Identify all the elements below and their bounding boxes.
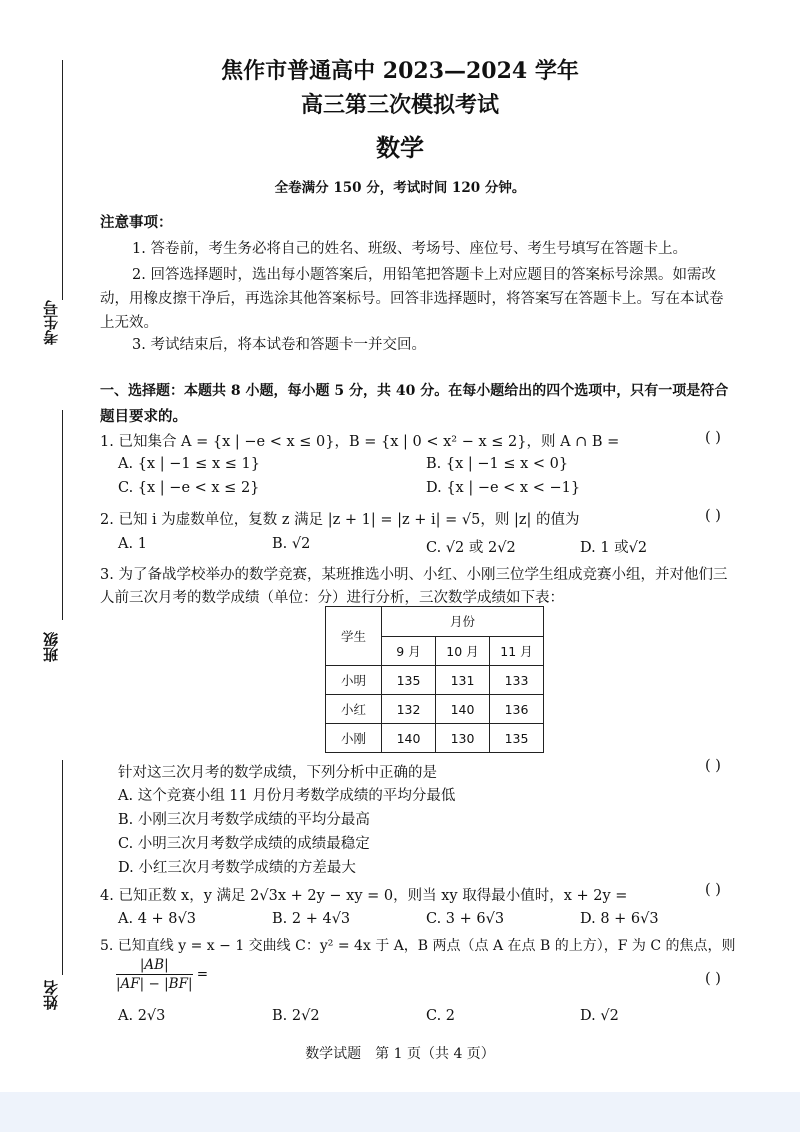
table-month-cell: 10 月 xyxy=(436,636,490,666)
q5-answer-paren: ( ) xyxy=(705,971,721,987)
table-header-student: 学生 xyxy=(326,607,382,666)
table-header-month: 月份 xyxy=(382,607,544,637)
label-name: 姓名 xyxy=(42,980,60,1010)
q4-answer-paren: ( ) xyxy=(705,882,721,898)
table-month-cell: 11 月 xyxy=(490,636,544,666)
q3-stem-b: 人前三次月考的数学成绩（单位：分）进行分析，三次数学成绩如下表： xyxy=(100,590,564,606)
q4-option-a: A. 4 + 8√3 xyxy=(118,911,196,927)
scan-bottom-band xyxy=(0,1092,800,1132)
q5-equals: = xyxy=(196,966,209,983)
notes-heading: 注意事项： xyxy=(100,214,173,231)
q5-option-a: A. 2√3 xyxy=(118,1008,166,1024)
exam-title-line1: 焦作市普通高中 2023—2024 学年 xyxy=(221,58,579,84)
table-score-cell: 135 xyxy=(490,724,544,753)
margin-line-bottom xyxy=(62,760,63,975)
q1-option-d: D. {x | −e < x < −1} xyxy=(426,480,581,496)
q3-answer-paren: ( ) xyxy=(705,758,721,774)
q5-option-b: B. 2√2 xyxy=(272,1008,320,1024)
q3-stem-a: 3. 为了备战学校举办的数学竞赛，某班推选小明、小红、小刚三位学生组成竞赛小组，并对他们三 xyxy=(100,567,728,583)
q1-answer-paren: ( ) xyxy=(705,430,721,446)
section1-heading-a: 一、选择题：本题共 8 小题，每小题 5 分，共 40 分。在每小题给出的四个选项中，只有一项是符合 xyxy=(100,383,729,399)
q3-ask: 针对这三次月考的数学成绩，下列分析中正确的是 xyxy=(118,765,437,781)
q3-option-d: D. 小红三次月考数学成绩的方差最大 xyxy=(118,860,356,876)
q4-option-c: C. 3 + 6√3 xyxy=(426,911,505,927)
table-score-cell: 140 xyxy=(436,695,490,724)
table-score-cell: 130 xyxy=(436,724,490,753)
exam-title-line2: 高三第三次模拟考试 xyxy=(300,92,499,118)
q2-option-b: B. √2 xyxy=(272,536,311,552)
q5-option-d: D. √2 xyxy=(580,1008,619,1024)
q2-option-c: C. √2 或 2√2 xyxy=(426,540,516,556)
q1-option-c: C. {x | −e < x ≤ 2} xyxy=(118,480,260,496)
q4-stem: 4. 已知正数 x，y 满足 2√3x + 2y − xy = 0，则当 xy 取得最小值时，x + 2y = xyxy=(100,888,628,904)
q3-option-a: A. 这个竞赛小组 11 月份月考数学成绩的平均分最低 xyxy=(118,788,456,804)
table-score-cell: 136 xyxy=(490,695,544,724)
q5-stem: 5. 已知直线 y = x − 1 交曲线 C：y² = 4x 于 A，B 两点（点 A 在点 B 的上方），F 为 C 的焦点，则 xyxy=(100,938,736,954)
table-student-name: 小明 xyxy=(326,666,382,695)
subject-title: 数学 xyxy=(376,133,424,162)
score-table xyxy=(325,606,544,753)
q2-option-a: A. 1 xyxy=(118,536,147,552)
note-2a: 2. 回答选择题时，选出每小题答案后，用铅笔把答题卡上对应题目的答案标号涂黑。如需改 xyxy=(132,267,716,283)
q3-option-b: B. 小刚三次月考数学成绩的平均分最高 xyxy=(118,812,370,828)
table-month-cell: 9 月 xyxy=(382,636,436,666)
note-3: 3. 考试结束后，将本试卷和答题卡一并交回。 xyxy=(132,337,426,353)
table-row xyxy=(326,666,544,695)
table-row xyxy=(326,695,544,724)
q2-stem: 2. 已知 i 为虚数单位，复数 z 满足 |z + 1| = |z + i| = √5，则 |z| 的值为 xyxy=(100,512,580,528)
q4-option-b: B. 2 + 4√3 xyxy=(272,911,351,927)
q4-option-d: D. 8 + 6√3 xyxy=(580,911,659,927)
label-class: 班级 xyxy=(42,632,60,662)
q3-option-c: C. 小明三次月考数学成绩的成绩最稳定 xyxy=(118,836,370,852)
q2-option-d: D. 1 或√2 xyxy=(580,540,648,556)
table-score-cell: 132 xyxy=(382,695,436,724)
q5-fraction-denominator: |AF| − |BF| xyxy=(116,976,193,992)
label-student-number: 考生号 xyxy=(42,300,60,345)
q1-option-a: A. {x | −1 ≤ x ≤ 1} xyxy=(118,456,260,472)
table-row xyxy=(326,724,544,753)
q2-answer-paren: ( ) xyxy=(705,508,721,524)
q5-fraction xyxy=(116,957,208,992)
table-student-name: 小红 xyxy=(326,695,382,724)
section1-heading-b: 题目要求的。 xyxy=(100,408,187,425)
table-score-cell: 140 xyxy=(382,724,436,753)
note-1: 1. 答卷前，考生务必将自己的姓名、班级、考场号、座位号、考生号填写在答题卡上。 xyxy=(132,241,687,257)
q5-option-c: C. 2 xyxy=(426,1008,456,1024)
note-2c: 上无效。 xyxy=(100,315,158,331)
exam-info: 全卷满分 150 分，考试时间 120 分钟。 xyxy=(274,180,526,196)
q5-fraction-numerator: |AB| xyxy=(116,957,193,975)
table-score-cell: 133 xyxy=(490,666,544,695)
table-score-cell: 135 xyxy=(382,666,436,695)
table-student-name: 小刚 xyxy=(326,724,382,753)
q1-option-b: B. {x | −1 ≤ x < 0} xyxy=(426,456,569,472)
note-2b: 动，用橡皮擦干净后，再选涂其他答案标号。回答非选择题时，将答案写在答题卡上。写在本试卷 xyxy=(100,291,724,307)
q1-stem: 1. 已知集合 A = {x | −e < x ≤ 0}，B = {x | 0 < x² − x ≤ 2}，则 A ∩ B = xyxy=(100,434,620,450)
page-footer: 数学试题 第 1 页（共 4 页） xyxy=(305,1046,495,1062)
table-score-cell: 131 xyxy=(436,666,490,695)
margin-line-middle xyxy=(62,410,63,620)
